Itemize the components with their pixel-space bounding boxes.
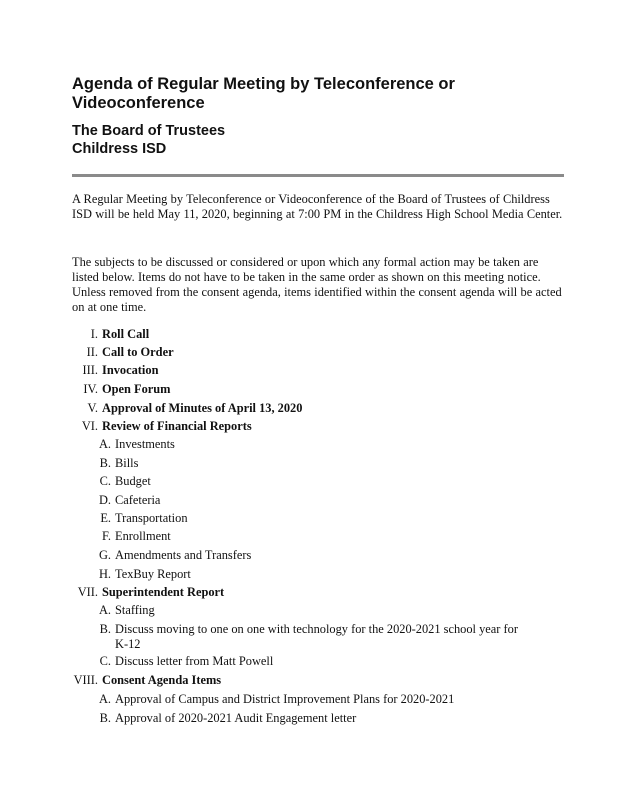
agenda-item-label: Consent Agenda Items [102,673,222,687]
agenda-subitem-label: Discuss moving to one on one with technology for the 2020-2021 school year for K-12 [115,622,518,651]
agenda-subitem-letter: A. [98,437,111,451]
agenda-subitem-letter: H. [98,567,111,581]
page-title: Agenda of Regular Meeting by Teleconference or Videoconference [72,75,455,112]
district-name: Childress ISD [72,141,167,157]
board-name: The Board of Trustees [72,123,226,139]
agenda-subitem-label: Budget [115,474,151,488]
agenda-subitem-letter: B. [99,456,111,470]
agenda-subitem-label: Staffing [115,603,155,617]
agenda-subitem-label: Discuss letter from Matt Powell [115,654,274,668]
agenda-subitem-letter: D. [98,493,111,507]
agenda-subitem-letter: F. [102,529,111,543]
agenda-subitem-letter: B. [99,622,111,636]
agenda-item-number: III. [82,363,98,377]
agenda-subitem-letter: B. [99,711,111,725]
agenda-subitem-letter: C. [99,474,111,488]
header-divider [72,174,564,177]
board-heading [72,122,472,158]
agenda-subitem-label: TexBuy Report [115,567,191,581]
agenda-item-number: VI. [81,419,98,433]
agenda-item-label: Call to Order [102,345,174,359]
agenda-subitem-label: Amendments and Transfers [115,548,252,562]
agenda-subitem-label: Approval of Campus and District Improvement Plans for 2020-2021 [115,692,455,706]
agenda-subitem-letter: A. [98,692,111,706]
agenda-subitem-label: Enrollment [115,529,171,543]
notice-paragraph: The subjects to be discussed or considered or upon which any formal action may be taken are listed below. Items do not have to be taken in the same order as shown on this meeting notice. Unless removed from the consent agenda, items identified within the consent agenda will be acted on at one time. [72,255,562,314]
agenda-item-label: Invocation [102,363,159,377]
agenda-item-number: IV. [83,382,98,396]
agenda-item-label: Approval of Minutes of April 13, 2020 [102,401,303,415]
agenda-subitem-label: Investments [115,437,175,451]
agenda-item-number: II. [86,345,98,359]
agenda-subitem-label: Bills [115,456,139,470]
agenda-item-label: Review of Financial Reports [102,419,252,433]
agenda-item-label: Open Forum [102,382,171,396]
intro-paragraph: A Regular Meeting by Teleconference or Videoconference of the Board of Trustees of Childress ISD will be held May 11, 2020, beginning at 7:00 PM in the Childress High School Media Center. [72,192,563,221]
agenda-item-number: VIII. [73,673,98,687]
agenda-subitem-letter: E. [100,511,111,525]
agenda-item-label: Superintendent Report [102,585,225,599]
agenda-subitem-label: Approval of 2020-2021 Audit Engagement letter [115,711,357,725]
agenda-subitem-label: Cafeteria [115,493,161,507]
agenda-item-number: VII. [77,585,98,599]
agenda-item-number: I. [90,327,98,341]
agenda-item-label: Roll Call [102,327,150,341]
agenda-subitem-letter: G. [98,548,111,562]
agenda-subitem-label: Transportation [115,511,188,525]
agenda-subitem-letter: A. [98,603,111,617]
agenda-subitem-letter: C. [99,654,111,668]
agenda-item-number: V. [87,401,98,415]
